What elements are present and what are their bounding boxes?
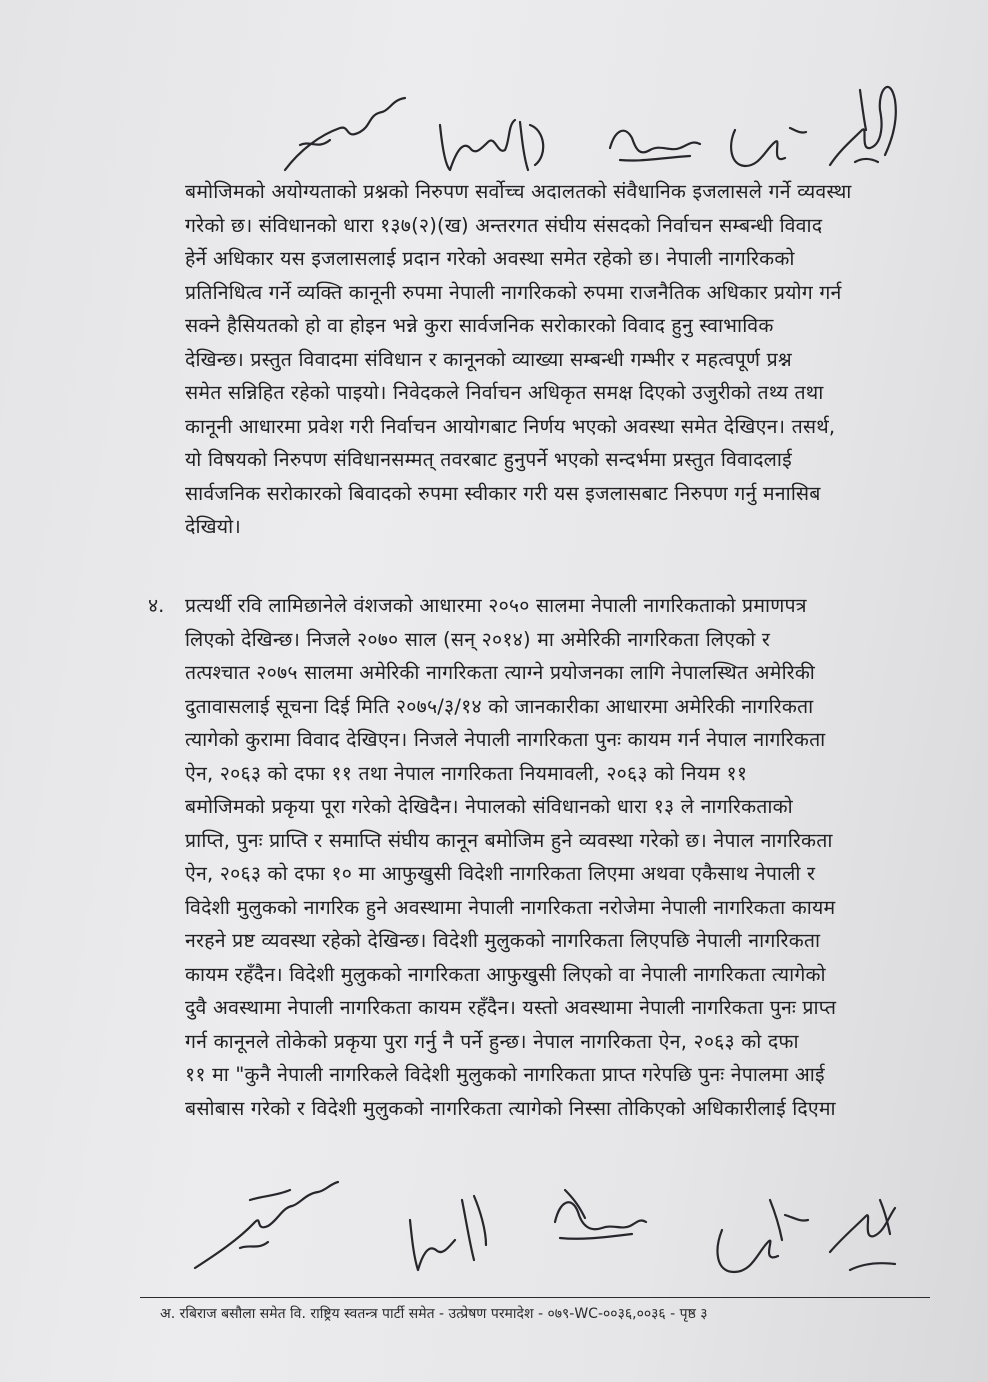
paragraph-line: त्यागेको कुरामा विवाद देखिएन। निजले नेपाली नागरिकता पुनः कायम गर्न नेपाल नागरिकता [185, 728, 826, 751]
paragraph-line: कायम रहँदैन। विदेशी मुलुकको नागरिकता आफुखुसी लिएको वा नेपाली नागरिकता त्यागेको [185, 962, 826, 986]
paragraph-line: सक्ने हैसियतको हो वा होइन भन्ने कुरा सार्वजनिक सरोकारको विवाद हुनु स्वाभाविक [185, 314, 774, 337]
footer-case-reference: अ. रबिराज बसौला समेत वि. राष्ट्रिय स्वतन्त्र पार्टी समेत - उत्प्रेषण परमादेश - ०७९-WC-००३६,००३६ - पृष्ठ ३ [160, 1306, 708, 1322]
bottom-signatures [0, 1160, 988, 1285]
paragraph-line: प्रतिनिधित्व गर्ने व्यक्ति कानूनी रुपमा नेपाली नागरिकको रुपमा राजनैतिक अधिकार प्रयोग गर्न [185, 280, 842, 304]
paragraph-line: गर्न कानूनले तोकेको प्रकृया पुरा गर्नु नै पर्ने हुन्छ। नेपाल नागरिकता ऐन, २०६३ को दफा [185, 1029, 799, 1053]
paragraph-continuation [185, 175, 945, 544]
paragraph-line: बमोजिमको अयोग्यताको प्रश्नको निरुपण सर्वोच्च अदालतको संवैधानिक इजलासले गर्ने व्यवस्था [185, 180, 852, 203]
paragraph-4 [185, 589, 945, 1125]
paragraph-line: बमोजिमको प्रकृया पूरा गरेको देखिदैन। नेपालको संविधानको धारा १३ ले नागरिकताको [185, 795, 793, 818]
paragraph-line: प्रत्यर्थी रवि लामिछानेले वंशजको आधारमा २०५० सालमा नेपाली नागरिकताको प्रमाणपत्र [185, 594, 807, 617]
paragraph-line: हेर्ने अधिकार यस इजलासलाई प्रदान गरेको अवस्था समेत रहेको छ। नेपाली नागरिकको [185, 247, 795, 270]
paragraph-line: नरहने प्रष्ट व्यवस्था रहेको देखिन्छ। विदेशी मुलुकको नागरिकता लिएपछि नेपाली नागरिकता [185, 929, 821, 952]
bottom-signatures-drawing [0, 1160, 988, 1285]
paragraph-line: तत्पश्चात २०७५ सालमा अमेरिकी नागरिकता त्याग्ने प्रयोजनका लागि नेपालस्थित अमेरिकी [185, 661, 816, 684]
paragraph-line: ऐन, २०६३ को दफा ११ तथा नेपाल नागरिकता नियमावली, २०६३ को नियम ११ [185, 761, 748, 785]
paragraph-line: कानूनी आधारमा प्रवेश गरी निर्वाचन आयोगबाट निर्णय भएको अवस्था समेत देखिएन। तसर्थ, [185, 414, 836, 438]
footer-divider [140, 1297, 930, 1298]
paragraph-line: दुतावासलाई सूचना दिई मिति २०७५/३/१४ को जानकारीका आधारमा अमेरिकी नागरिकता [185, 694, 814, 718]
top-signatures [0, 70, 988, 180]
paragraph-line: ऐन, २०६३ को दफा १० मा आफुखुसी विदेशी नागरिकता लिएमा अथवा एकैसाथ नेपाली र [185, 862, 816, 885]
paragraph-line: समेत सन्निहित रहेको पाइयो। निवेदकले निर्वाचन अधिकृत समक्ष दिएको उजुरीको तथ्य तथा [185, 381, 824, 404]
top-signatures-drawing [0, 70, 988, 180]
paragraph-line: लिएको देखिन्छ। निजले २०७० साल (सन् २०१४) मा अमेरिकी नागरिकता लिएको र [185, 627, 771, 651]
paragraph-line: दुवै अवस्थामा नेपाली नागरिकता कायम रहँदैन। यस्तो अवस्थामा नेपाली नागरिकता पुनः प्राप्त [185, 996, 837, 1019]
paragraph-line: देखियो। [185, 515, 241, 538]
paragraph-line: प्राप्ति, पुनः प्राप्ति र समाप्ति संघीय कानून बमोजिम हुने व्यवस्था गरेको छ। नेपाल नागरिकता [185, 828, 833, 852]
paragraph-line: यो विषयको निरुपण संविधानसम्मत् तवरबाट हुनुपर्ने भएको सन्दर्भमा प्रस्तुत विवादलाई [185, 448, 792, 471]
paragraph-line: सार्वजनिक सरोकारको बिवादको रुपमा स्वीकार गरी यस इजलासबाट निरुपण गर्नु मनासिब [185, 481, 821, 505]
paragraph-line: ११ मा "कुनै नेपाली नागरिकले विदेशी मुलुकको नागरिकता प्राप्त गरेपछि पुनः नेपालमा आई [185, 1063, 825, 1086]
paragraph-line: गरेको छ। संविधानको धारा १३७(२)(ख) अन्तरगत संघीय संसदको निर्वाचन सम्बन्धी विवाद [185, 213, 823, 237]
paragraph-line: विदेशी मुलुकको नागरिक हुने अवस्थामा नेपाली नागरिकता नरोजेमा नेपाली नागरिकता कायम [185, 895, 836, 919]
paragraph-line: देखिन्छ। प्रस्तुत विवादमा संविधान र कानूनको व्याख्या सम्बन्धी गम्भीर र महत्वपूर्ण प्रश्न [185, 347, 792, 371]
paragraph-line: बसोबास गरेको र विदेशी मुलुकको नागरिकता त्यागेको निस्सा तोकिएको अधिकारीलाई दिएमा [185, 1096, 836, 1120]
paragraph-number: ४. [148, 594, 165, 617]
